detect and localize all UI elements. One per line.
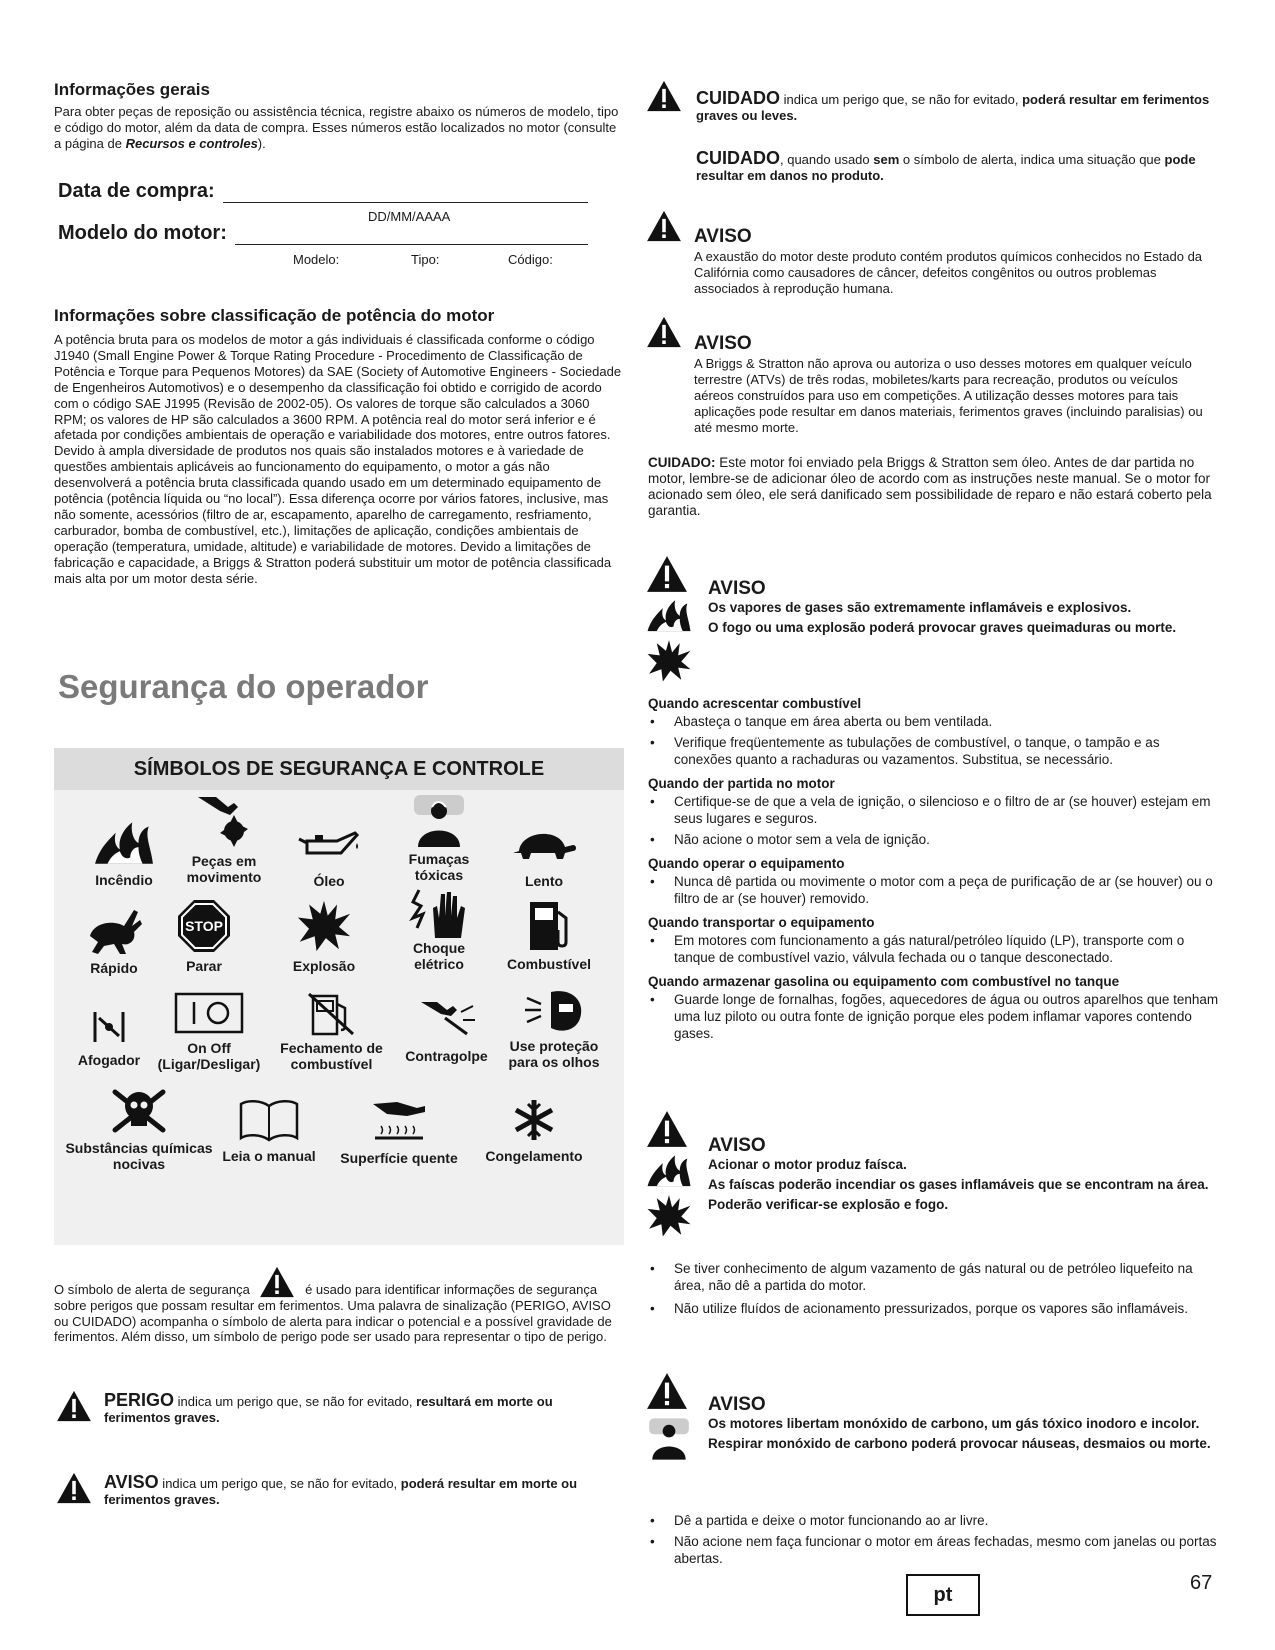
warning-definition: AVISO indica um perigo que, se não for evitado, poderá resultar em morte ou ferimentos graves. [104,1472,578,1507]
fuel-warning: AVISO Os vapores de gases são extremamente inflamáveis e explosivos. O fogo ou uma explosão poderá provocar graves queimaduras ou morte. [708,578,1177,635]
purchase-date-form [58,180,588,224]
warning-alert-icon [56,1472,92,1504]
list-item: • Não utilize fluídos de acionamento pressurizados, porque os vapores são inflamáveis. [648,1300,1220,1317]
list-item: • Não acione nem faça funcionar o motor em áreas fechadas, mesmo com janelas ou portas abertas. [648,1533,1220,1567]
symbol-oil: Óleo [279,823,379,889]
moving-parts-icon [194,793,254,851]
atv-warning: AVISO A Briggs & Stratton não aprova ou autoriza o uso desses motores em qualquer veículo terrestre (ATVs) de três rodas, mobiletes/karts para recreação, produtos ou veículos aéreos construídos para uso em competições. A utilização desses motores para tais aplicações pode resultar em danos materiais, ferimentos graves (incluindo paralisias) ou até mesmo morte. [694,333,1203,435]
symbol-electric-shock: Choque elétrico [389,888,489,972]
symbol-fast: Rápido [64,906,164,976]
caution-alert-icon [646,80,682,112]
engine-model-field[interactable] [235,224,588,245]
safety-symbols-header: SÍMBOLOS DE SEGURANÇA E CONTROLE [54,748,624,790]
kickback-icon [417,998,477,1038]
symbol-moving-parts: Peças em movimento [169,793,279,885]
date-format-hint: DD/MM/AAAA [368,209,451,224]
operator-safety-title: Segurança do operador [58,668,429,705]
symbol-stop: STOP Parar [154,898,254,974]
symbol-hot-surface: Superfície quente [334,1098,464,1166]
purchase-date-label: Data de compra: [58,180,215,202]
symbol-fire: Incêndio [74,818,174,888]
co-warning: AVISO Os motores libertam monóxido de carbono, um gás tóxico inodoro e incolor. Respirar monóxido de carbono poderá provocar náuseas, desmaios ou morte. [708,1394,1211,1451]
list-item: • Guarde longe de fornalhas, fogões, aquecedores de água ou outros aparelhos que tenham uma luz piloto ou outra fonte de ignição porque eles podem inflamar vapores contendo gases. [648,991,1220,1042]
power-rating-section [54,306,624,587]
engine-model-form [58,222,588,267]
safety-alert-icon [259,1266,295,1298]
stop-sign-label: STOP [185,918,223,934]
manual-book-icon [237,1098,301,1142]
power-rating-text: A potência bruta para os modelos de motor a gás individuais é classificada conforme o código J1940 (Small Engine Power & Torque Rating Procedure - Procedimento de Classificação de Potência e Torque para Pequenos Motores) da SAE (Society of Automotive Engineers - Sociedade de Engenheiros Automotivos) e o desempenho da classificação foi obtido e corrigido de acordo com o código SAE J1995 (Revisão de 2002-05). Os valores de torque são calculados a 3060 RPM; os valores de HP são calculados a 3600 RPM. A potência real do motor será inferior e é afetada por condições ambientais de operação e variabilidade dos motores, entre outros fatores. Devido à ampla diversidade de produtos nos quais são instalados motores e à variedade de questões ambientais aplicáveis ao funcionamento do equipamento, o motor a gás não desenvolverá a potência bruta classificada quando usado em um determinado equipamento de potência (potência líquida ou “no local”). Essa diferença ocorre por vários fatores, inclusive, mas não somente, acessórios (filtro de ar, escapamento, aparelho de carregamento, resfriamento, carburador, bomba de combustível, etc.), limitações de aplicação, condições ambientais de operação (temperatura, umidade, altitude) e variabilidade de motores. Devido a limitações de fabricação e capacidade, a Briggs & Stratton poderá substituir um motor de potência classificada mais alta por um motor desta série. [54,332,622,586]
model-sub-label: Modelo: [293,252,340,267]
list-item: • Dê a partida e deixe o motor funcionando ao ar livre. [648,1512,1220,1529]
page-number: 67 [1190,1572,1213,1594]
california-warning: AVISO A exaustão do motor deste produto contém produtos químicos conhecidos no Estado da Califórnia como causadores de câncer, defeitos congênitos ou outros problemas associados à reprodução humana. [694,226,1203,296]
symbol-freezing: Congelamento [474,1098,594,1164]
list-item: • Não acione o motor sem a vela de ignição. [648,831,1220,848]
hot-surface-icon [367,1098,431,1144]
fire-icon [93,818,155,866]
skull-crossbones-icon [109,1086,169,1136]
symbol-fuel: Combustível [494,898,604,972]
list-item: • Certifique-se de que a vela de ignição, o silencioso e o filtro de ar (se houver) estejam em seus lugares e seguros. [648,793,1220,827]
choke-icon [89,1010,129,1044]
caution-definition: CUIDADO indica um perigo que, se não for evitado, poderá resultar em ferimentos graves ou leves. [696,88,1210,123]
symbol-harmful-chemicals: Substâncias químicas nocivas [59,1086,219,1172]
symbol-kickback: Contragolpe [394,998,499,1064]
symbol-explosion: Explosão [274,898,374,974]
symbol-toxic-fumes: Fumaças tóxicas [389,793,489,883]
power-rating-title: Informações sobre classificação de potência do motor [54,306,495,325]
fire-icon [646,597,692,633]
general-info-text: Para obter peças de reposição ou assistência técnica, registre abaixo os números de modelo, tipo e código do motor, além da data de compra. Esses números estão localizados no motor (consulte a página de Recursos e controles). [54,104,619,151]
section-title: Quando operar o equipamento [648,856,845,871]
symbol-read-manual: Leia o manual [214,1098,324,1164]
left-column [54,80,624,152]
safety-symbols-box [54,748,624,1245]
rabbit-icon [84,906,144,956]
symbol-eye-protection: Use proteção para os olhos [494,988,614,1070]
explosion-icon [646,1192,692,1238]
stop-sign-icon [176,898,232,954]
snowflake-icon [512,1098,556,1142]
section-title: Quando der partida no motor [648,776,835,791]
fuel-instructions [648,696,1220,1046]
list-item: • Abasteça o tanque em área aberta ou bem ventilada. [648,713,1220,730]
eye-protection-icon [523,988,585,1034]
symbol-fuel-shutoff: Fechamento de combustível [274,992,389,1072]
section-title: Quando acrescentar combustível [648,696,862,711]
spark-warning-icons [646,1110,692,1238]
california-warning-icon [646,210,682,242]
language-tab: pt [906,1574,980,1616]
symbol-choke: Afogador [59,1010,159,1068]
spark-warning: AVISO Acionar o motor produz faísca. As faíscas poderão incendiar os gases inflamáveis que se encontram na área. Poderão verificar-se explosão e fogo. [708,1135,1209,1212]
explosion-icon [646,637,692,683]
fuel-shutoff-icon [307,992,357,1036]
purchase-date-field[interactable] [223,182,588,203]
spark-alert-icon [646,1110,688,1148]
on-off-switch-icon[interactable] [174,992,244,1034]
oil-can-icon [297,823,361,863]
list-item: • Em motores com funcionamento a gás natural/petróleo líquido (LP), transporte com o tanque de combustível vazio, válvula fechada ou o tanque desconectado. [648,932,1220,966]
oil-caution: CUIDADO: Este motor foi enviado pela Briggs & Stratton sem óleo. Antes de dar partida no motor, lembre-se de adicionar óleo de acordo com as instruções neste manual. Se o motor for acionado sem óleo, ele será danificado sem possibilidade de reparo e não estará coberto pela garantia. [648,455,1212,518]
co-warning-icons [646,1372,692,1462]
section-title: Quando transportar o equipamento [648,915,875,930]
explosion-icon [296,898,352,952]
toxic-fumes-icon [410,793,468,849]
co-instructions [648,1512,1220,1571]
danger-definition: PERIGO indica um perigo que, se não for evitado, resultará em morte ou ferimentos graves. [104,1390,553,1425]
fuel-warning-icons [646,555,692,683]
list-item: • Nunca dê partida ou movimente o motor com a peça de purificação de ar (se houver) ou o filtro de ar (se houver) removido. [648,873,1220,907]
fire-icon [646,1152,692,1188]
type-sub-label: Tipo: [411,252,440,267]
code-sub-label: Código: [508,252,553,267]
list-item: • Se tiver conhecimento de algum vazamento de gás natural ou de petróleo liquefeito na área, não dê a partida do motor. [648,1260,1220,1294]
symbol-on-off: On Off (Ligar/Desligar) [149,992,269,1072]
toxic-fumes-icon [646,1416,692,1462]
engine-model-label: Modelo do motor: [58,222,227,244]
fuel-alert-icon [646,555,688,593]
symbol-slow: Lento [494,823,594,889]
section-title: Quando armazenar gasolina ou equipamento com combustível no tanque [648,974,1120,989]
co-alert-icon [646,1372,688,1410]
general-info-title: Informações gerais [54,80,210,99]
caution-no-symbol-definition: CUIDADO, quando usado sem o símbolo de alerta, indica uma situação que pode resultar em danos no produto. [696,148,1196,183]
spark-instructions [648,1260,1220,1321]
turtle-icon [509,823,579,863]
list-item: • Verifique freqüentemente as tubulações de combustível, o tanque, o tampão e as conexões quanto a rachaduras ou vazamentos. Substitua, se necessário. [648,734,1220,768]
fuel-pump-icon [524,898,574,952]
electric-shock-icon [409,888,469,940]
danger-alert-icon [56,1390,92,1422]
alert-symbol-explanation: O símbolo de alerta de segurança é usado para identificar informações de segurança sobre perigos que possam resultar em ferimentos. Uma palavra de sinalização (PERIGO, AVISO ou CUIDADO) acompanha o símbolo de alerta para indicar o potencial e a possível gravidade de ferimentos. Além disso, um símbolo de perigo pode ser usado para representar o tipo de perigo. [54,1266,624,1345]
atv-warning-icon [646,316,682,348]
